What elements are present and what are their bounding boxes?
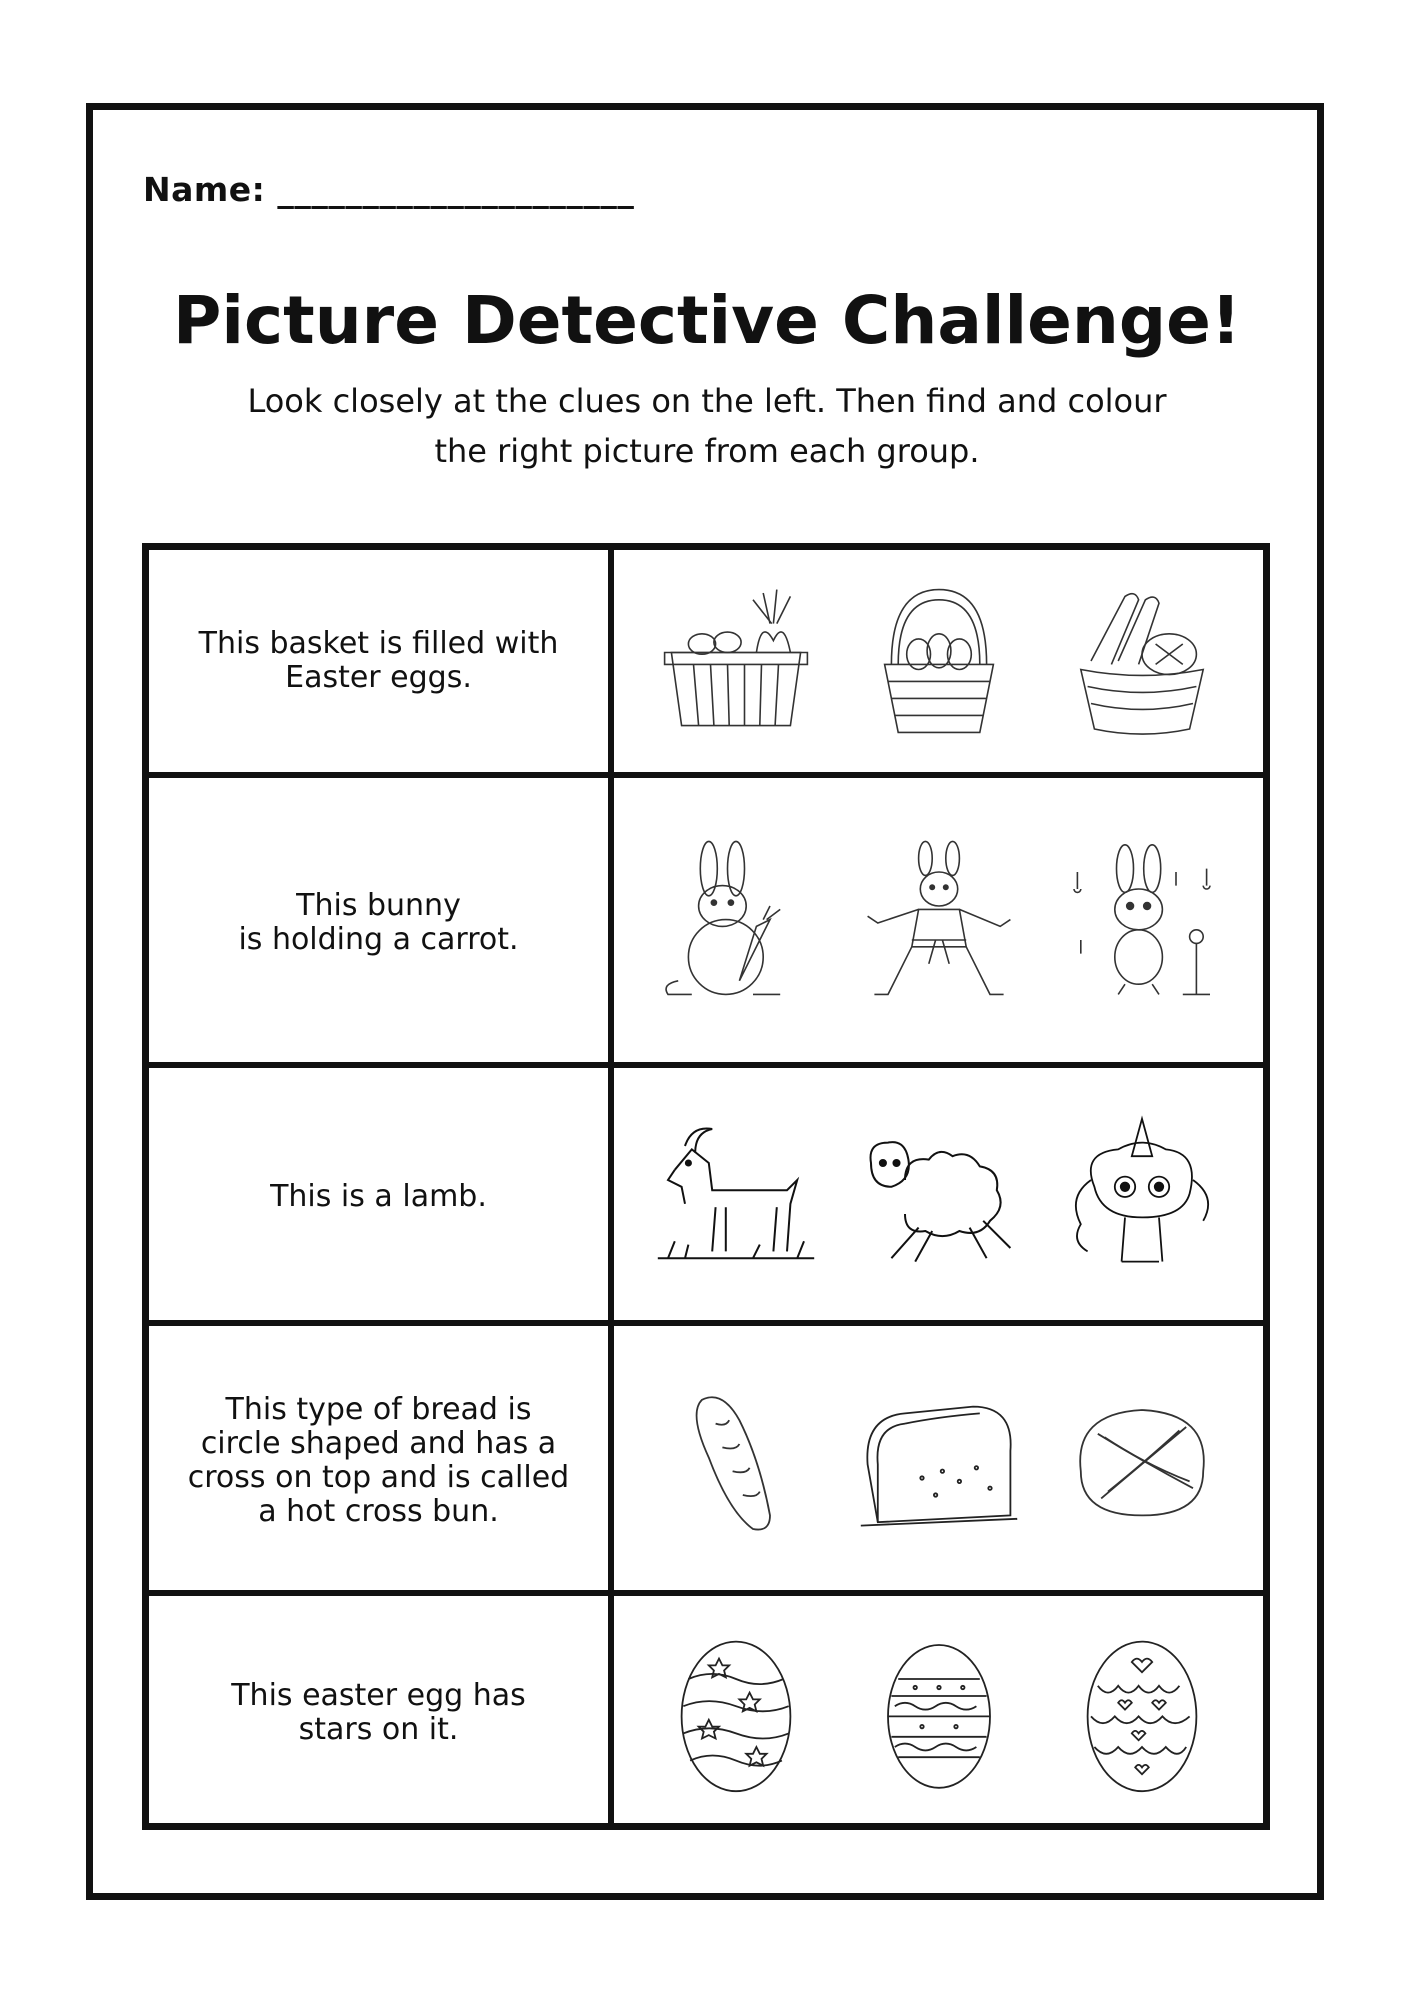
name-field[interactable]: Name: _____________________ bbox=[143, 170, 635, 209]
bread-loaf-icon[interactable] bbox=[849, 1376, 1029, 1546]
picture-group bbox=[614, 1596, 1263, 1829]
clue-text: This basket is filled with Easter eggs. bbox=[149, 550, 614, 772]
page-title: Picture Detective Challenge! bbox=[173, 282, 1241, 359]
picnic-basket-icon[interactable] bbox=[646, 576, 826, 746]
clue-text: This is a lamb. bbox=[149, 1068, 614, 1326]
star-egg-icon[interactable] bbox=[646, 1628, 826, 1798]
hot-cross-bun-icon[interactable] bbox=[1052, 1376, 1232, 1546]
bunny-with-carrot-icon[interactable] bbox=[646, 838, 826, 1008]
singing-bunny-icon[interactable] bbox=[1052, 838, 1232, 1008]
table-row bbox=[149, 1590, 1263, 1829]
table-row bbox=[149, 550, 1263, 772]
baguette-icon[interactable] bbox=[646, 1376, 826, 1546]
easter-egg-basket-icon[interactable] bbox=[849, 576, 1029, 746]
instructions-line-1: Look closely at the clues on the left. Then find and colour bbox=[247, 382, 1167, 420]
clue-text: This easter egg has stars on it. bbox=[149, 1596, 614, 1829]
instructions-line-2: the right picture from each group. bbox=[434, 432, 980, 470]
goat-icon[interactable] bbox=[646, 1112, 826, 1282]
clue-text: This type of bread is circle shaped and has a cross on top and is called a hot cross bun. bbox=[149, 1326, 614, 1596]
lamb-icon[interactable] bbox=[849, 1112, 1029, 1282]
picture-group bbox=[614, 1068, 1263, 1326]
heart-egg-icon[interactable] bbox=[1052, 1628, 1232, 1798]
table-row bbox=[149, 772, 1263, 1068]
unicorn-icon[interactable] bbox=[1052, 1112, 1232, 1282]
clue-text: This bunny is holding a carrot. bbox=[149, 778, 614, 1068]
picture-group bbox=[614, 550, 1263, 772]
table-row bbox=[149, 1062, 1263, 1326]
picture-group bbox=[614, 778, 1263, 1068]
challenge-table bbox=[142, 543, 1270, 1830]
instructions bbox=[200, 376, 1214, 476]
table-row bbox=[149, 1320, 1263, 1596]
bread-basket-icon[interactable] bbox=[1052, 576, 1232, 746]
wavy-egg-icon[interactable] bbox=[849, 1628, 1029, 1798]
karate-bunny-icon[interactable] bbox=[849, 838, 1029, 1008]
picture-group bbox=[614, 1326, 1263, 1596]
